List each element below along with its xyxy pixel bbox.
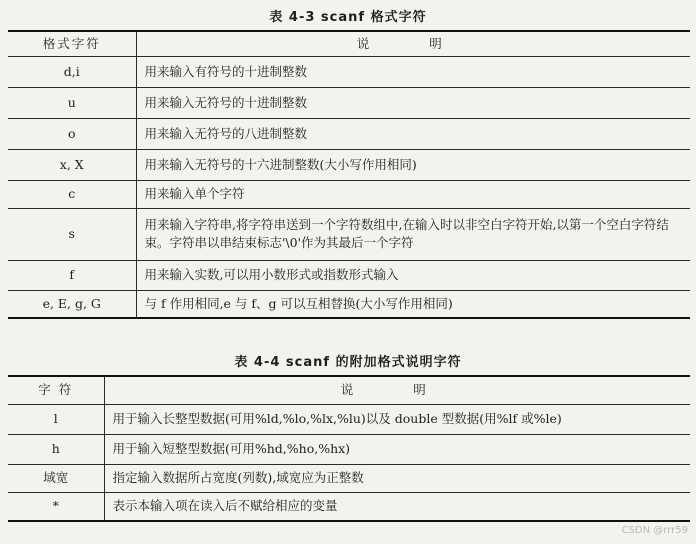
- table-row: [8, 180, 690, 208]
- table-row: [8, 118, 690, 149]
- watermark: CSDN @rrr59: [621, 525, 688, 536]
- description-cell: 用来输入无符号的十六进制整数(大小写作用相同): [136, 149, 690, 180]
- modifier-char-cell: l: [8, 404, 104, 434]
- table-row: [8, 434, 690, 464]
- format-char-cell: x, X: [8, 149, 136, 180]
- description-cell: 用于输入短整型数据(可用%hd,%ho,%hx): [104, 434, 690, 464]
- format-char-cell: e, E, g, G: [8, 290, 136, 318]
- header-char: 字 符: [8, 376, 104, 404]
- modifier-char-cell: h: [8, 434, 104, 464]
- table-row: [8, 290, 690, 318]
- description-cell: 用来输入无符号的八进制整数: [136, 118, 690, 149]
- format-char-cell: c: [8, 180, 136, 208]
- description-cell: 指定输入数据所占宽度(列数),域宽应为正整数: [104, 464, 690, 492]
- table-row: [8, 208, 690, 260]
- table2-caption: 表 4-4 scanf 的附加格式说明字符: [234, 355, 462, 370]
- modifier-characters-table: [8, 375, 690, 522]
- table-row: [8, 87, 690, 118]
- description-cell: 用来输入无符号的十进制整数: [136, 87, 690, 118]
- description-cell: 用来输入实数,可以用小数形式或指数形式输入: [136, 260, 690, 290]
- table-row: [8, 464, 690, 492]
- format-char-cell: u: [8, 87, 136, 118]
- format-characters-table: [8, 30, 690, 319]
- format-char-cell: d,i: [8, 56, 136, 87]
- modifier-char-cell: *: [8, 492, 104, 521]
- header-format-char: 格式字符: [8, 31, 136, 56]
- table1-caption: 表 4-3 scanf 格式字符: [269, 10, 427, 25]
- table-row: [8, 492, 690, 521]
- table-row: [8, 260, 690, 290]
- table-row: [8, 404, 690, 434]
- description-cell: 用来输入有符号的十进制整数: [136, 56, 690, 87]
- header-description: 说 明: [136, 31, 690, 56]
- format-char-cell: s: [8, 208, 136, 260]
- table-row: [8, 56, 690, 87]
- description-cell: 与 f 作用相同,e 与 f、g 可以互相替换(大小写作用相同): [136, 290, 690, 318]
- format-char-cell: f: [8, 260, 136, 290]
- table-row: [8, 149, 690, 180]
- description-cell: 用于输入长整型数据(可用%ld,%lo,%lx,%lu)以及 double 型数据(用%lf 或%le): [104, 404, 690, 434]
- header-description: 说 明: [104, 376, 690, 404]
- modifier-char-cell: 域宽: [8, 464, 104, 492]
- description-cell: 用来输入单个字符: [136, 180, 690, 208]
- format-char-cell: o: [8, 118, 136, 149]
- description-cell: 用来输入字符串,将字符串送到一个字符数组中,在输入时以非空白字符开始,以第一个空白字符结束。字符串以串结束标志'\0'作为其最后一个字符: [136, 208, 690, 260]
- description-cell: 表示本输入项在读入后不赋给相应的变量: [104, 492, 690, 521]
